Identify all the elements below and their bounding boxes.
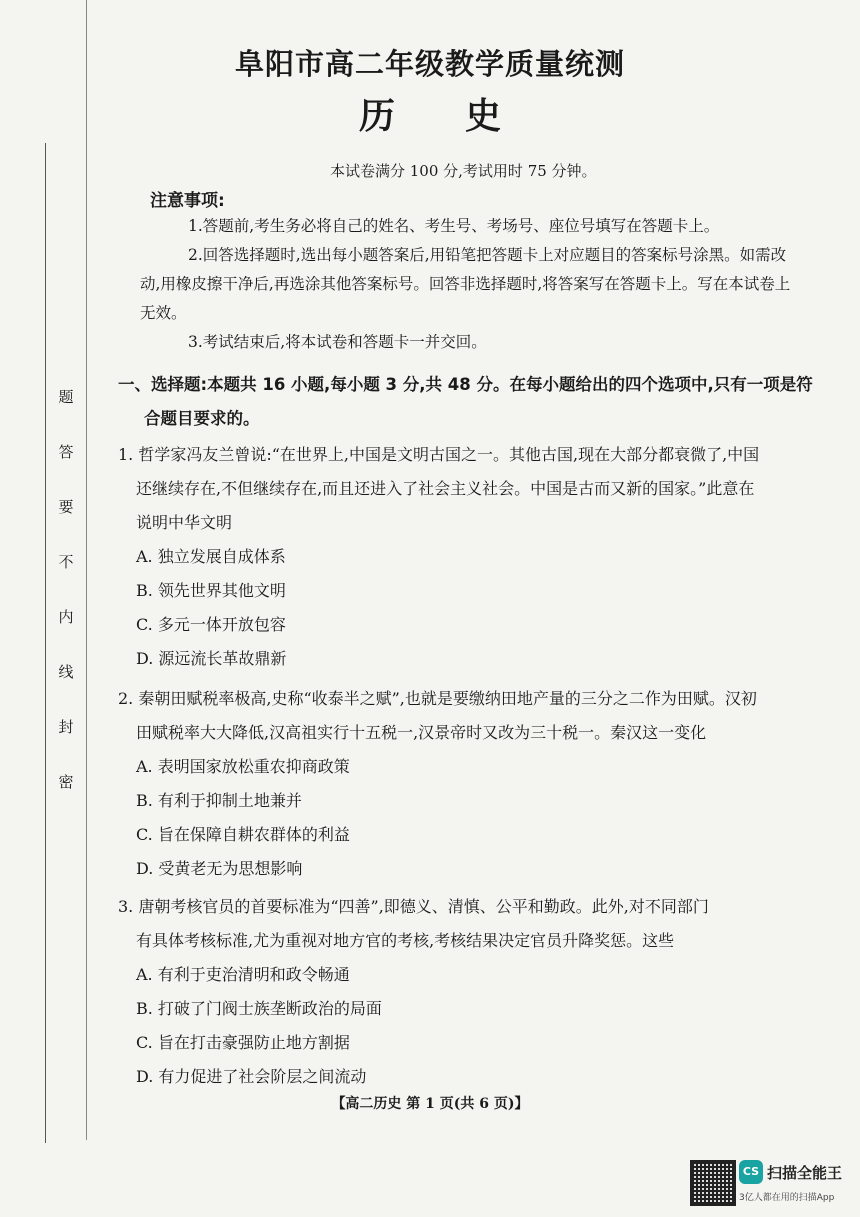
question-stem: 1. 哲学家冯友兰曾说:“在世界上,中国是文明古国之一。其他古国,现在大部分都衰微了,中国 <box>118 445 760 464</box>
margin-char: 要 <box>58 498 74 516</box>
question-stem: 2. 秦朝田赋税率极高,史称“收泰半之赋”,也就是要缴纳田地产量的三分之二作为田赋。汉初 <box>118 689 757 708</box>
note-item: 3.考试结束后,将本试卷和答题卡一并交回。 <box>188 333 487 351</box>
question-3 <box>118 890 830 1094</box>
option-d: D. 受黄老无为思想影响 <box>136 859 303 878</box>
margin-char: 线 <box>58 663 74 681</box>
question-stem: 说明中华文明 <box>136 513 233 532</box>
question-1 <box>118 438 830 676</box>
option-d: D. 有力促进了社会阶层之间流动 <box>136 1067 367 1086</box>
question-stem: 有具体考核标准,尤为重视对地方官的考核,考核结果决定官员升降奖惩。这些 <box>136 931 675 950</box>
option-d: D. 源远流长革故鼎新 <box>136 649 287 668</box>
notes-heading: 注意事项: <box>150 191 225 211</box>
option-a: A. 独立发展自成体系 <box>136 547 286 566</box>
subject-title: 历史 <box>358 96 571 137</box>
option-c: C. 旨在保障自耕农群体的利益 <box>136 825 350 844</box>
margin-line <box>86 0 87 1140</box>
section-line: 合题目要求的。 <box>144 409 260 428</box>
exam-title: 阜阳市高二年级教学质量统测 <box>234 47 625 81</box>
option-b: B. 有利于抑制土地兼并 <box>136 791 302 810</box>
question-stem: 3. 唐朝考核官员的首要标准为“四善”,即德义、清慎、公平和勤政。此外,对不同部门 <box>118 897 709 916</box>
margin-char: 题 <box>58 388 74 406</box>
option-a: A. 表明国家放松重农抑商政策 <box>136 757 350 776</box>
page-footer: 【高二历史 第 1 页(共 6 页)】 <box>331 1096 529 1112</box>
notes-list <box>140 212 800 357</box>
camscanner-logo-icon: CS <box>739 1160 763 1184</box>
exam-info: 本试卷满分 100 分,考试用时 75 分钟。 <box>330 162 597 180</box>
margin-char: 内 <box>58 608 74 626</box>
section-line: 一、选择题:本题共 16 小题,每小题 3 分,共 48 分。在每小题给出的四个选项中,只有一项是符 <box>118 375 813 394</box>
option-c: C. 多元一体开放包容 <box>136 615 286 634</box>
scanner-app-name: 扫描全能王 <box>767 1164 843 1182</box>
note-item: 1.答题前,考生务必将自己的姓名、考生号、考场号、座位号填写在答题卡上。 <box>188 217 720 235</box>
option-b: B. 打破了门阀士族垄断政治的局面 <box>136 999 382 1018</box>
section-heading <box>118 368 830 436</box>
margin-char: 封 <box>58 718 74 736</box>
margin-char: 答 <box>58 443 74 461</box>
note-item: 2.回答选择题时,选出每小题答案后,用铅笔把答题卡上对应题目的答案标号涂黑。如需改动,用橡皮擦干净后,再选涂其他答案标号。回答非选择题时,将答案写在答题卡上。写在本试卷上无效。 <box>140 246 791 322</box>
option-a: A. 有利于吏治清明和政令畅通 <box>136 965 350 984</box>
question-stem: 田赋税率大大降低,汉高祖实行十五税一,汉景帝时又改为三十税一。秦汉这一变化 <box>136 723 707 742</box>
binding-line <box>45 143 46 1143</box>
margin-char: 不 <box>58 553 74 571</box>
option-b: B. 领先世界其他文明 <box>136 581 286 600</box>
margin-char: 密 <box>58 773 74 791</box>
binding-margin-text <box>54 370 78 810</box>
question-stem: 还继续存在,不但继续存在,而且还进入了社会主义社会。中国是古而又新的国家。”此意在 <box>136 479 755 498</box>
option-c: C. 旨在打击豪强防止地方割据 <box>136 1033 350 1052</box>
scanner-slogan: 3亿人都在用的扫描App <box>739 1193 835 1203</box>
question-2 <box>118 682 830 886</box>
qr-code-icon <box>690 1160 736 1206</box>
